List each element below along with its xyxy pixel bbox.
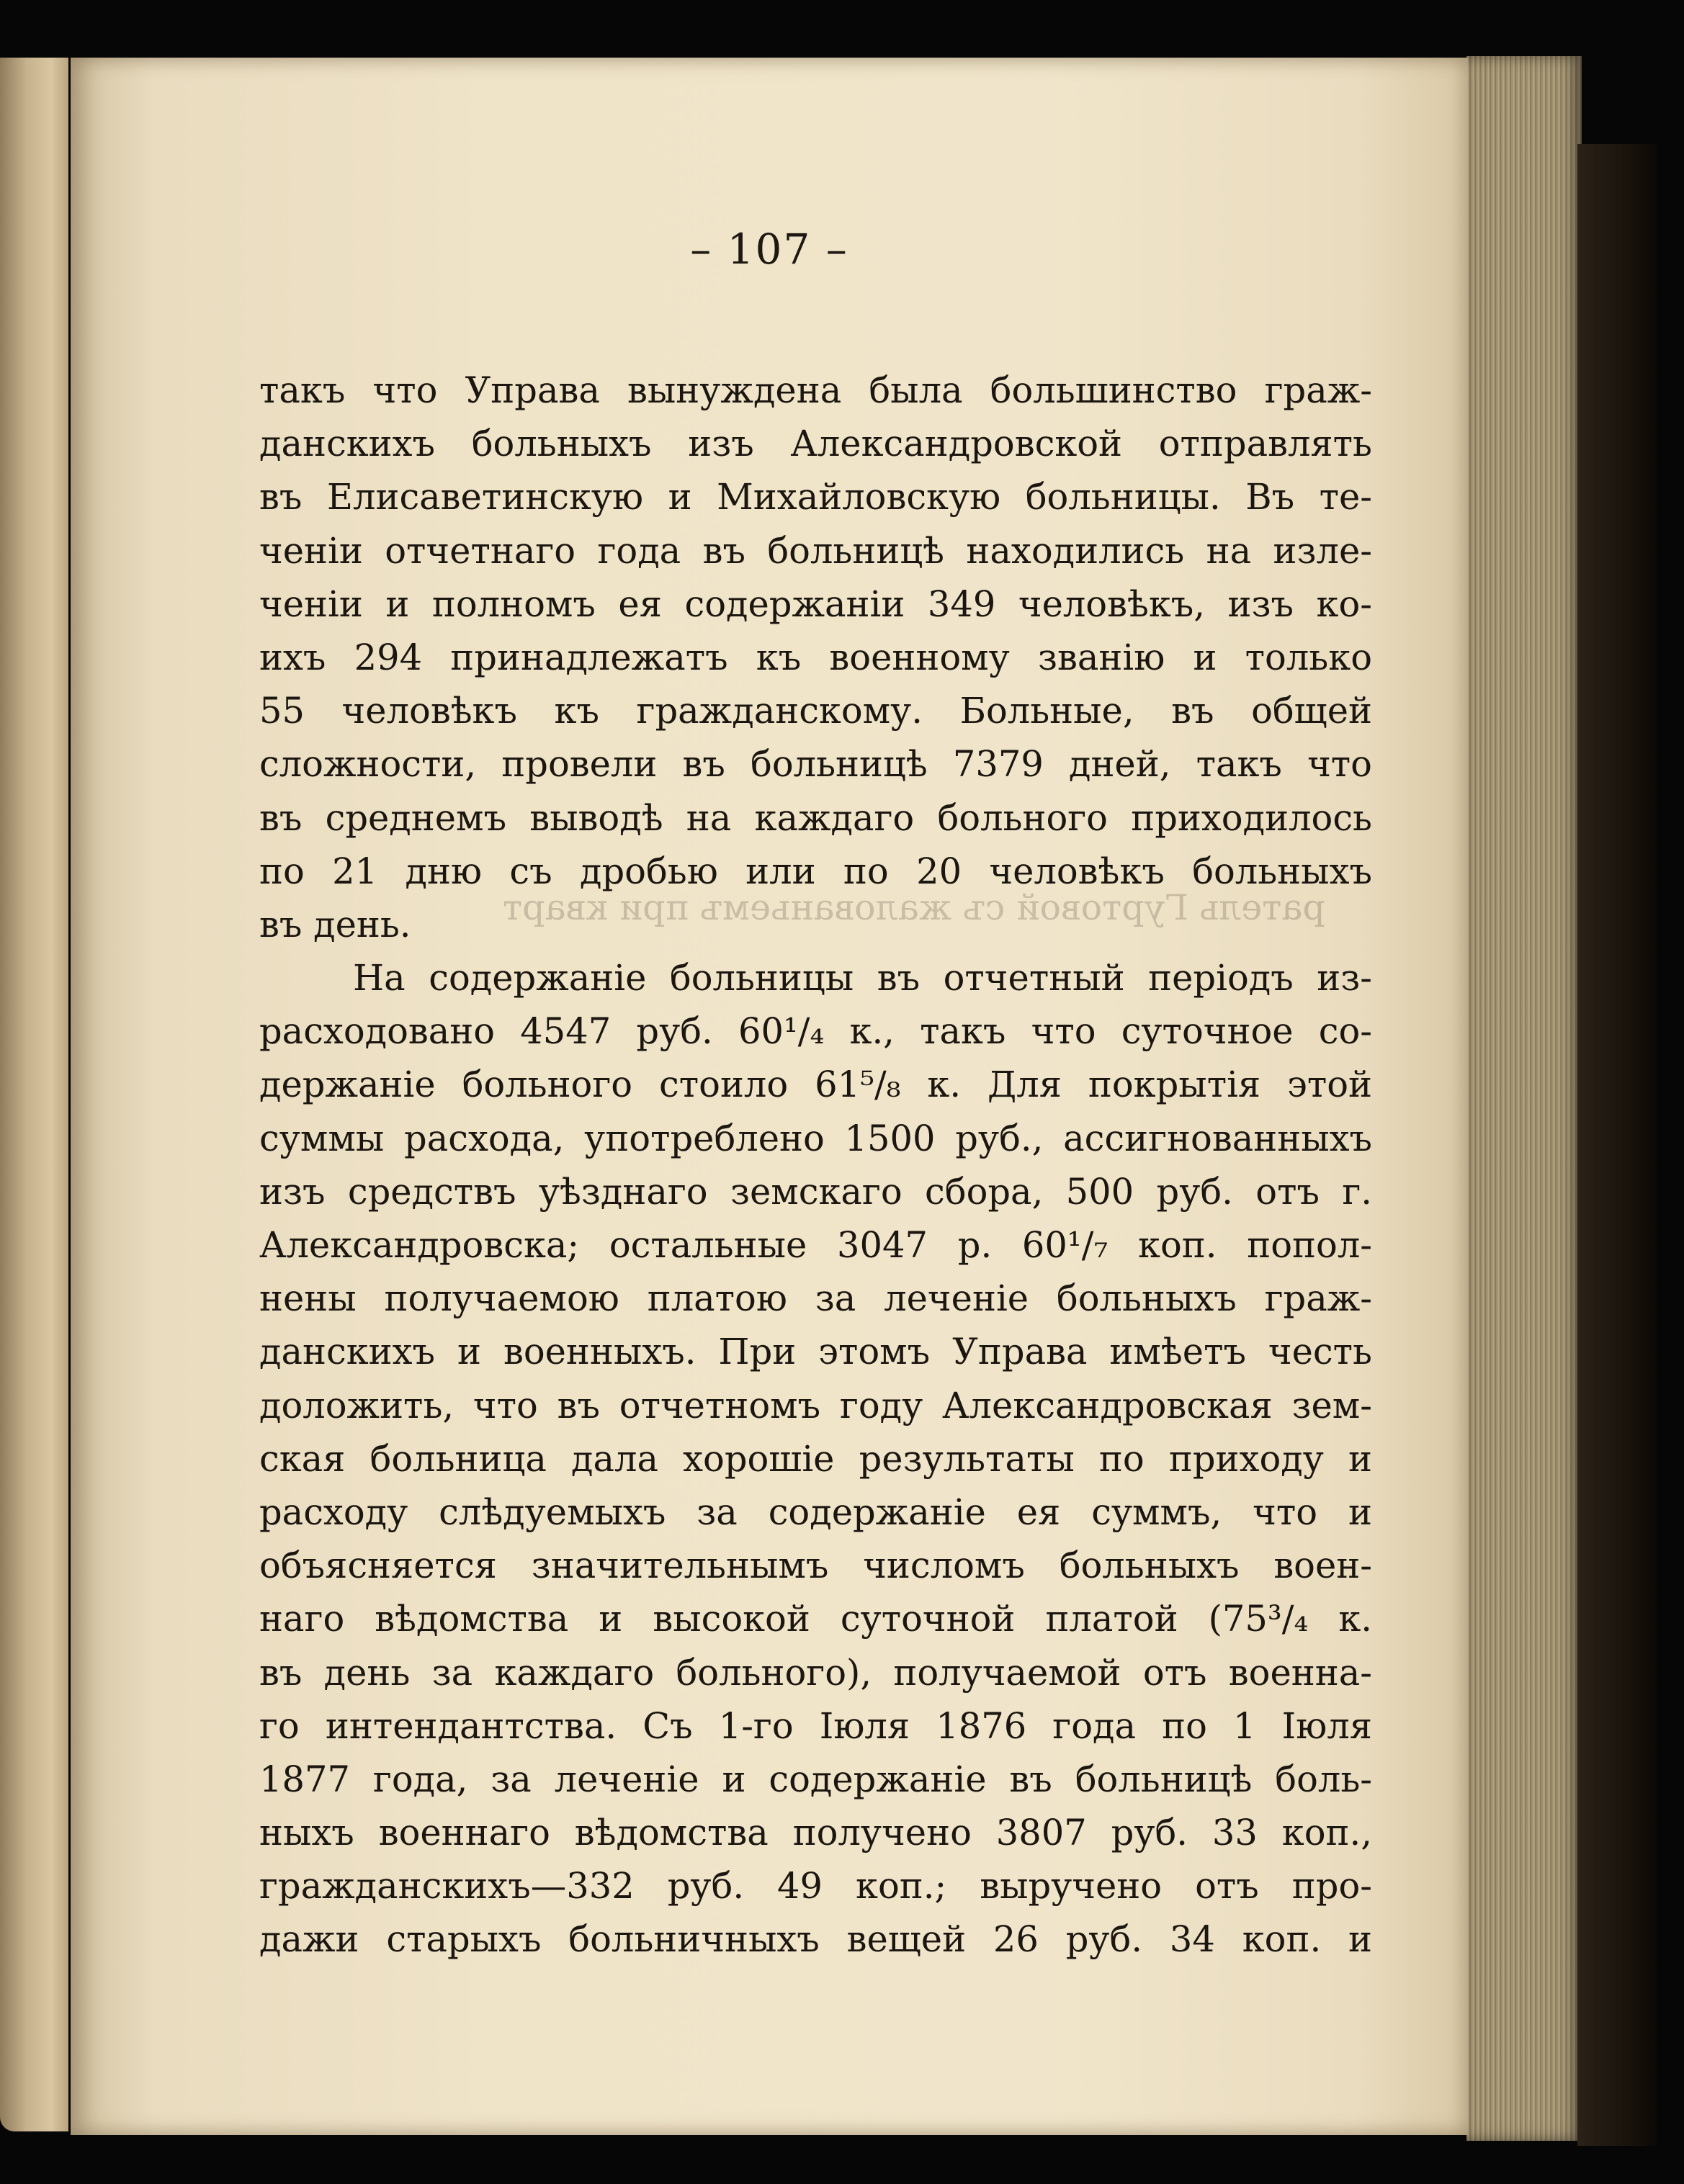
text-line: На содержаніе больницы въ отчетный періодъ из- <box>353 957 1372 999</box>
text-line: по 21 дню съ дробью или по 20 человѣкъ больныхъ <box>259 850 1372 892</box>
text-line: ченіи отчетнаго года въ больницѣ находились на изле- <box>259 529 1372 572</box>
text-line: 1877 года, за леченіе и содержаніе въ больницѣ боль- <box>259 1758 1372 1800</box>
text-line: доложить, что въ отчетномъ году Александровская зем- <box>259 1384 1372 1426</box>
text-line: держаніе больного стоило 61⁵/₈ к. Для покрытія этой <box>259 1064 1372 1106</box>
left-page-edge <box>0 58 68 2131</box>
text-line: въ день. <box>259 903 411 945</box>
text-line: въ день за каждаго больного), получаемой отъ военна- <box>259 1651 1372 1694</box>
page-number: – 107 – <box>690 225 848 274</box>
text-line: ихъ 294 принадлежатъ къ военному званію и только <box>259 636 1372 678</box>
text-line: ская больница дала хорошіе результаты по приходу и <box>259 1437 1372 1480</box>
text-line: данскихъ и военныхъ. При этомъ Управа имѣетъ честь <box>259 1331 1372 1373</box>
text-line: въ среднемъ выводѣ на каждаго больного приходилось <box>259 796 1372 839</box>
text-line: расходовано 4547 руб. 60¹/₄ к., такъ что суточное со- <box>259 1010 1372 1053</box>
text-line: го интендантства. Съ 1-го Іюля 1876 года по 1 Іюля <box>259 1704 1372 1747</box>
text-line: дажи старыхъ больничныхъ вещей 26 руб. 34 коп. и <box>259 1918 1372 1961</box>
text-line: ченіи и полномъ ея содержаніи 349 человѣкъ, изъ ко- <box>259 583 1372 625</box>
text-line: объясняется значительнымъ числомъ больныхъ воен- <box>259 1545 1372 1587</box>
text-line: изъ средствъ уѣзднаго земскаго сбора, 500 руб. отъ г. <box>259 1170 1372 1213</box>
text-line: Александровска; остальные 3047 р. 60¹/₇ коп. попол- <box>259 1224 1372 1266</box>
text-line: расходу слѣдуемыхъ за содержаніе ея суммъ, что и <box>259 1491 1372 1533</box>
text-line: гражданскихъ—332 руб. 49 коп.; выручено отъ про- <box>259 1865 1372 1907</box>
text-line: въ Елисаветинскую и Михайловскую больницы. Въ те- <box>259 476 1372 518</box>
text-line: нены получаемою платою за леченіе больныхъ граж- <box>259 1277 1372 1320</box>
text-line: данскихъ больныхъ изъ Александровской отправлять <box>259 423 1372 465</box>
text-line: 55 человѣкъ къ гражданскому. Больные, въ общей <box>259 690 1372 732</box>
body-text <box>259 364 1372 1967</box>
bleed-through-text: ратель Гуртовой съ жалованьемъ при кварт <box>503 887 1325 928</box>
text-line: ныхъ военнаго вѣдомства получено 3807 руб. 33 коп., <box>259 1812 1372 1854</box>
text-line: сложности, провели въ больницѣ 7379 дней, такъ что <box>259 743 1372 786</box>
text-line: наго вѣдомства и высокой суточной платой (75³/₄ к. <box>259 1598 1372 1640</box>
text-line: суммы расхода, употреблено 1500 руб., ассигнованныхъ <box>259 1117 1372 1159</box>
page-stack-edges <box>1466 56 1582 2141</box>
text-line: такъ что Управа вынуждена была большинство граж- <box>259 369 1372 411</box>
book-cover-edge <box>1577 144 1657 2146</box>
book-page <box>71 58 1468 2135</box>
